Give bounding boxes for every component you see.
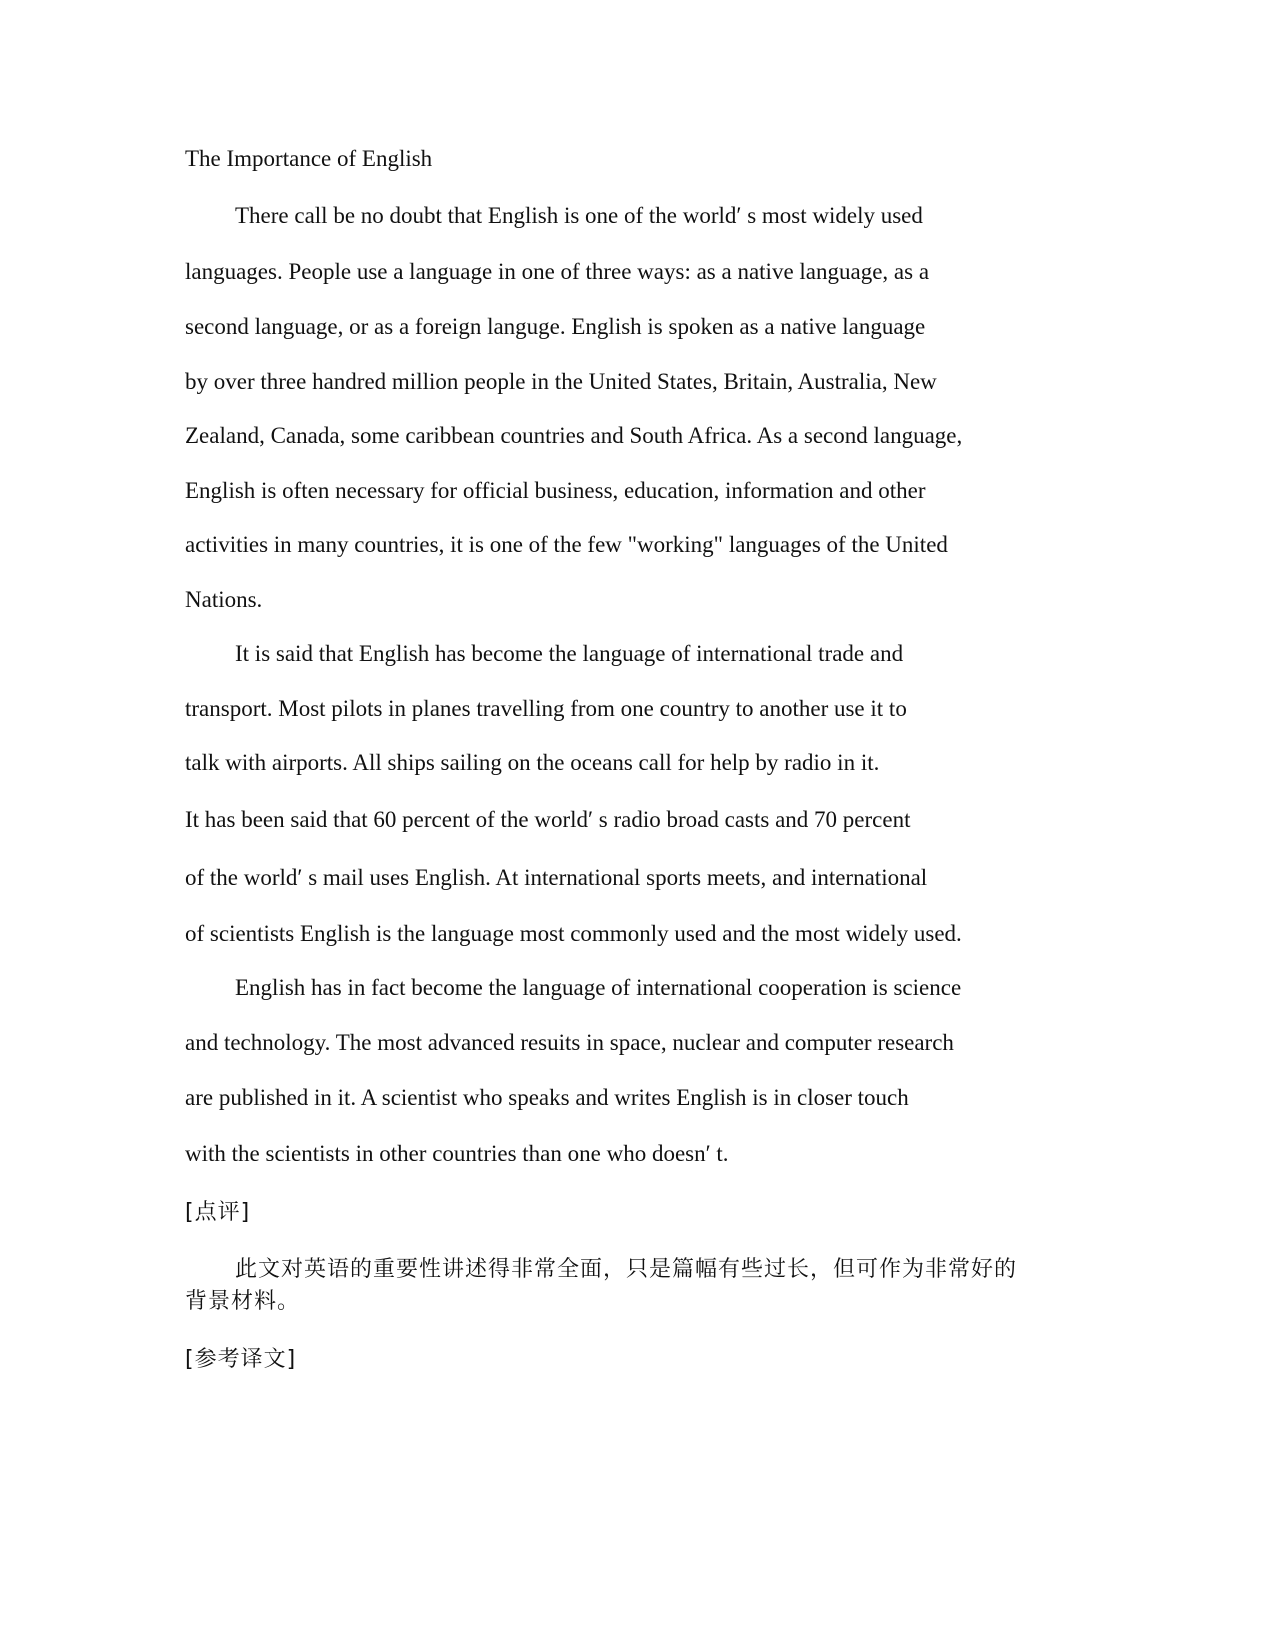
paragraph-3-line-3: are published in it. A scientist who speaks and writes English is in closer touch	[185, 1085, 909, 1110]
paragraph-2-line-4: It has been said that 60 percent of the world′ s radio broad casts and 70 percent	[185, 807, 911, 832]
paragraph-2-line-1: It is said that English has become the language of international trade and	[235, 641, 904, 666]
paragraph-2-line-3: talk with airports. All ships sailing on the oceans call for help by radio in it.	[185, 750, 880, 775]
translation-heading: [参考译文]	[185, 1347, 297, 1372]
paragraph-1-line-3: second language, or as a foreign languge. English is spoken as a native language	[185, 314, 926, 339]
paragraph-1-line-6: English is often necessary for official business, education, information and other	[185, 478, 926, 503]
paragraph-1-line-1: There call be no doubt that English is one of the world′ s most widely used	[235, 203, 923, 228]
review-line-1: 此文对英语的重要性讲述得非常全面，只是篇幅有些过长，但可作为非常好的	[235, 1257, 1018, 1282]
review-line-2: 背景材料。	[185, 1289, 301, 1314]
paragraph-1-line-8: Nations.	[185, 587, 263, 612]
paragraph-2-line-5: of the world′ s mail uses English. At international sports meets, and international	[185, 865, 928, 890]
paragraph-2-line-2: transport. Most pilots in planes travelling from one country to another use it to	[185, 696, 907, 721]
paragraph-2-line-6: of scientists English is the language most commonly used and the most widely used.	[185, 921, 962, 946]
paragraph-1-line-4: by over three handred million people in the United States, Britain, Australia, New	[185, 369, 937, 394]
paragraph-3-line-4: with the scientists in other countries than one who doesn′ t.	[185, 1141, 729, 1166]
paragraph-1-line-7: activities in many countries, it is one of the few "working" languages of the United	[185, 532, 948, 557]
paragraph-3-line-2: and technology. The most advanced resuits in space, nuclear and computer research	[185, 1030, 954, 1055]
document-title: The Importance of English	[185, 146, 433, 171]
paragraph-1-line-5: Zealand, Canada, some caribbean countries and South Africa. As a second language,	[185, 423, 963, 448]
review-heading: [点评]	[185, 1200, 251, 1225]
paragraph-1-line-2: languages. People use a language in one of three ways: as a native language, as a	[185, 259, 930, 284]
paragraph-3-line-1: English has in fact become the language of international cooperation is science	[235, 975, 962, 1000]
